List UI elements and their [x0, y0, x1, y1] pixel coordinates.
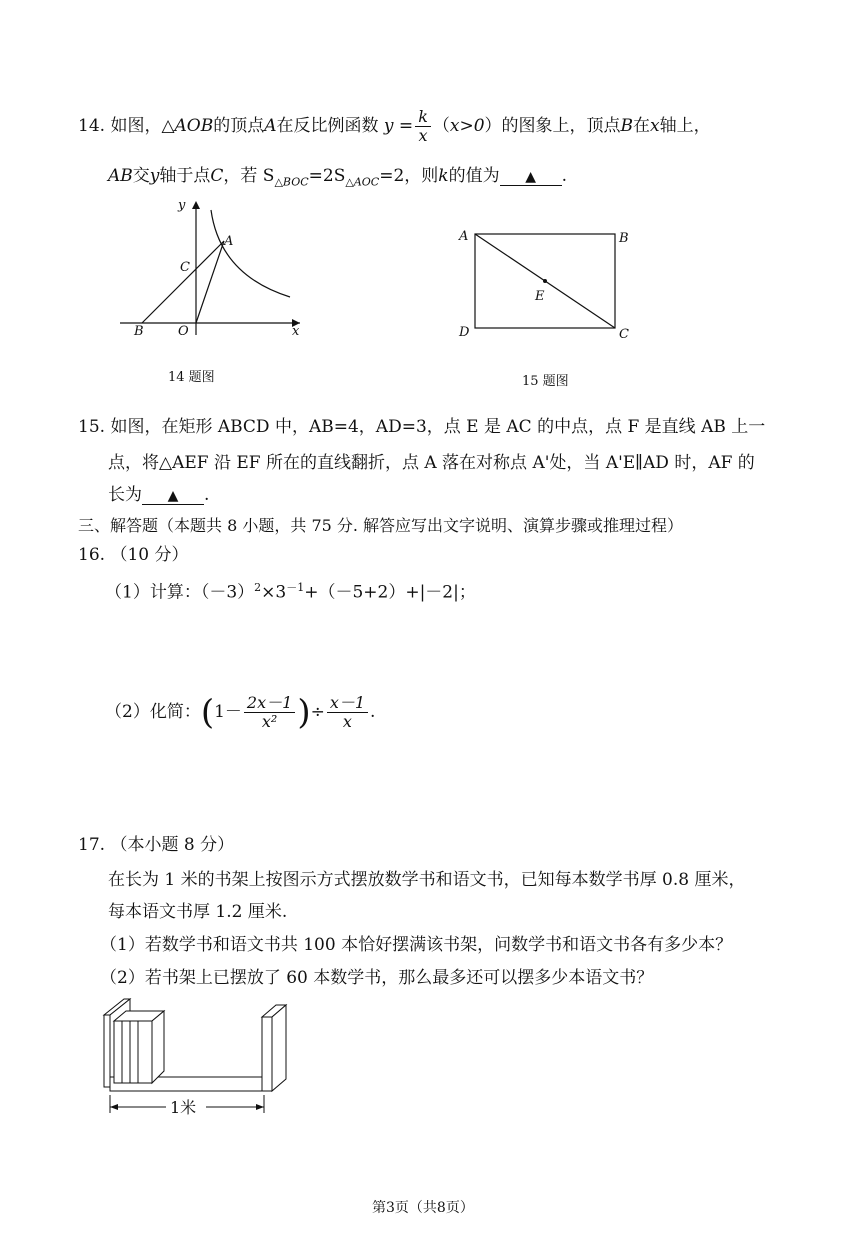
text: ，若 S: [223, 166, 275, 186]
hyperbola-curve: [211, 210, 290, 297]
text: ）的图象上，顶点: [484, 116, 621, 136]
text: △BOC: [274, 175, 309, 189]
text: k: [415, 108, 431, 127]
label-y: y: [178, 198, 186, 213]
paren-open: (: [200, 692, 215, 733]
label-d: D: [459, 325, 470, 340]
text: +（－5+2）+|－2|；: [304, 582, 476, 603]
q16-head: 16. （10 分）: [78, 545, 189, 565]
text: C: [210, 166, 224, 186]
books: [114, 1021, 152, 1083]
dimension-label: 1米: [170, 1098, 197, 1117]
text: ÷: [310, 702, 325, 722]
q14-line1: [78, 108, 711, 145]
text: x: [650, 116, 660, 136]
text: =2S: [308, 166, 346, 186]
figure-15: [455, 222, 635, 342]
dimension-arrow-right: [256, 1104, 264, 1110]
label-o: O: [178, 324, 189, 339]
text: AOB: [174, 116, 214, 136]
text: （2）化简：: [105, 702, 201, 722]
text: 的顶点: [213, 116, 265, 136]
text: （1）计算：（－3）: [105, 582, 255, 603]
text: 14. 如图，△: [78, 116, 175, 136]
right-board-side: [272, 1005, 286, 1091]
label-x: x: [292, 324, 300, 339]
label-c: C: [619, 327, 629, 342]
page-footer: 第3页（共8页）: [372, 1200, 474, 1216]
text: 2: [254, 581, 262, 594]
label-b: B: [134, 324, 144, 339]
text: =2，则: [379, 166, 439, 186]
text: （: [432, 116, 450, 136]
text: 交: [132, 166, 150, 186]
q17-part1: （1）若数学书和语文书共 100 本恰好摆满该书架，问数学书和语文书各有多少本？: [100, 935, 733, 955]
figure-15-caption: 15 题图: [522, 374, 569, 389]
figure-14: [110, 195, 310, 345]
dimension-arrow-left: [110, 1104, 118, 1110]
text: x>0: [449, 116, 485, 136]
section-3-title: 三、解答题（本题共 8 小题，共 75 分. 解答应写出文字说明、演算步骤或推理过程）: [78, 516, 684, 535]
q16-part1: [105, 577, 476, 604]
segment-ab: [142, 241, 224, 323]
q17-head: 17. （本小题 8 分）: [78, 835, 235, 855]
y-axis-arrow: [192, 201, 200, 209]
label-a: A: [459, 229, 469, 244]
text: △AOC: [345, 175, 380, 189]
label-e: E: [535, 289, 545, 304]
text: B: [620, 116, 634, 136]
right-board-front: [262, 1017, 272, 1091]
q17-line2: 每本语文书厚 1.2 厘米.: [108, 902, 288, 922]
paren-close: ): [297, 692, 311, 733]
text: x－1: [327, 694, 368, 713]
figure-14-caption: 14 题图: [168, 370, 215, 385]
fraction-2: [327, 694, 368, 731]
text: AB: [108, 166, 133, 186]
q17-line1: 在长为 1 米的书架上按图示方式摆放数学书和语文书，已知每本数学书厚 0.8 厘米，: [108, 870, 746, 890]
books-side: [152, 1011, 164, 1083]
text: A: [264, 116, 277, 136]
text: .: [561, 166, 567, 186]
text: 轴于点: [159, 166, 211, 186]
text: ×3: [261, 582, 287, 603]
text: 的值为: [448, 166, 500, 186]
text: .: [204, 485, 210, 505]
answer-blank[interactable]: [142, 488, 204, 505]
text: 在: [633, 116, 651, 136]
text: y =: [383, 116, 414, 136]
q15-line3: [108, 484, 209, 506]
text: 2x－1: [244, 694, 295, 713]
text: x²: [261, 712, 278, 731]
label-c: C: [180, 260, 190, 275]
text: .: [370, 702, 376, 722]
bookshelf-figure: [100, 995, 300, 1125]
q16-part2: [105, 692, 375, 733]
text: 1－: [214, 702, 242, 722]
text: y: [149, 166, 160, 186]
blank-marker: ▲: [525, 169, 536, 185]
text: x: [342, 712, 352, 731]
segment-oa: [196, 241, 224, 323]
q15-line1: 15. 如图，在矩形 ABCD 中，AB=4，AD=3，点 E 是 AC 的中点，点 F 是直线 AB 上一: [78, 417, 766, 437]
text: －1: [286, 581, 305, 594]
answer-blank[interactable]: [500, 169, 562, 186]
text: 长为: [108, 485, 142, 505]
text: 轴上，: [659, 116, 711, 136]
fraction-k-over-x: [415, 108, 431, 145]
text: k: [438, 166, 449, 186]
blank-marker: ▲: [167, 488, 179, 504]
text: 在反比例函数: [276, 116, 379, 136]
q17-part2: （2）若书架上已摆放了 60 本数学书，那么最多还可以摆多少本语文书？: [100, 968, 654, 988]
label-a: A: [224, 234, 234, 249]
point-e: [543, 279, 547, 283]
left-board-front: [104, 1015, 110, 1087]
text: x: [418, 126, 428, 145]
q15-line2: 点，将△AEF 沿 EF 所在的直线翻折，点 A 落在对称点 A'处，当 A'E∥AD 时，AF 的: [108, 453, 755, 473]
q14-line2: [108, 165, 567, 193]
fraction-1: [244, 694, 295, 731]
label-b: B: [619, 231, 629, 246]
